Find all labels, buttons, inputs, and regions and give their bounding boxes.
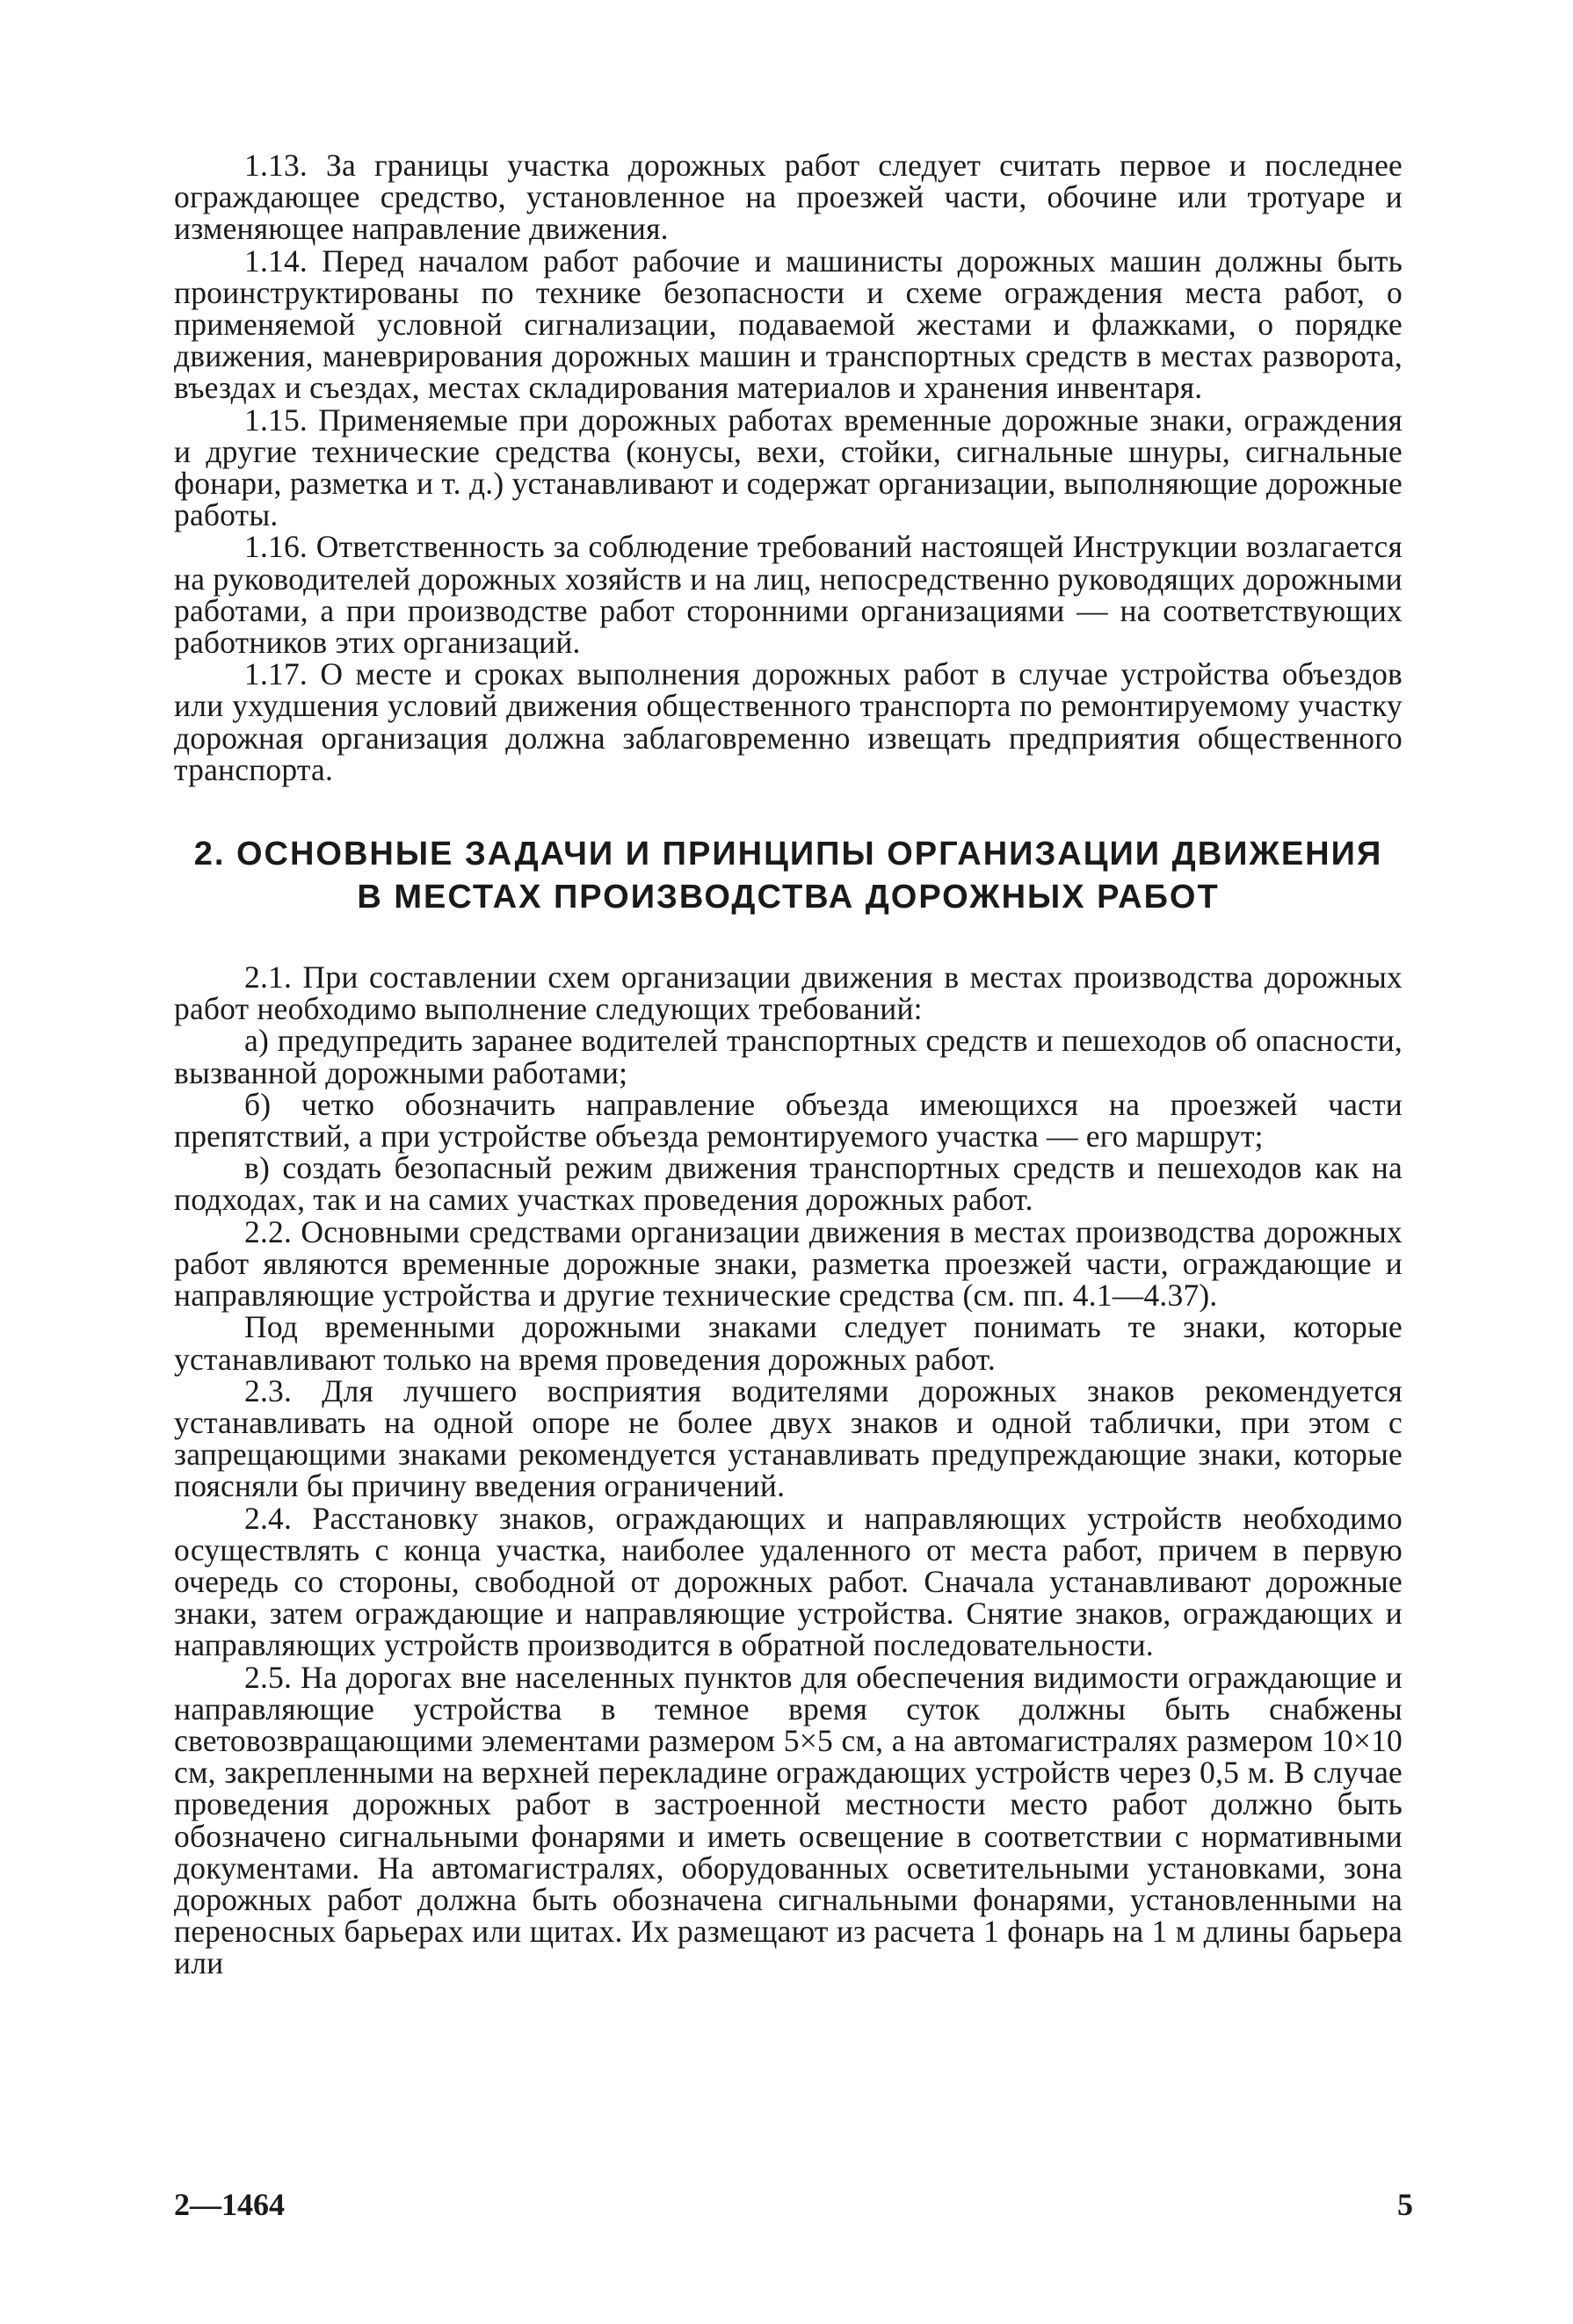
footer-signature-code: 2—1464 [174, 2187, 285, 2222]
list-item-v: в) создать безопасный режим движения транспортных средств и пешеходов как на подходах, так и на самих участках проведения дорожных работ. [174, 1150, 1403, 1218]
paragraph-2-2: 2.2. Основными средствами организации движения в местах производства дорожных работ являются временные дорожные знаки, разметка проезжей части, ограждающие и направляющие устройства и другие технические средства (см. пп. 4.1—4.37). [174, 1213, 1403, 1314]
paragraph-2-3: 2.3. Для лучшего восприятия водителями дорожных знаков рекомендуется устанавливать на одной опоре не более двух знаков и одной таблички, при этом с запрещающими знаками рекомендуется устанавливать предупреждающие знаки, которые поясняли бы причину введения ограничений. [174, 1372, 1403, 1504]
section-heading-line-1: 2. ОСНОВНЫЕ ЗАДАЧИ И ПРИНЦИПЫ ОРГАНИЗАЦИИ ДВИЖЕНИЯ [193, 836, 1383, 873]
paragraph-2-5: 2.5. На дорогах вне населенных пунктов для обеспечения видимости ограждающие и направляющие устройства в темное время суток должны быть снабжены световозвращающими элементами размером 5×5 см, а на автомагистралях размером 10×10 см, закрепленными на верхней перекладине ограждающих устройств через 0,5 м. В случае проведения дорожных работ в застроенной местности место работ должно быть обозначено сигнальными фонарями и иметь освещение в соответствии с нормативными документами. На автомагистралях, оборудованных осветительными установками, зона дорожных работ должна быть обозначена сигнальными фонарями, установленными на переносных барьерах или щитах. Их размещают из расчета 1 фонарь на 1 м длины барьера или [174, 1659, 1403, 1981]
page-number: 5 [1397, 2187, 1413, 2222]
section-heading-line-2: В МЕСТАХ ПРОИЗВОДСТВА ДОРОЖНЫХ РАБОТ [357, 879, 1220, 916]
paragraph-1-13: 1.13. За границы участка дорожных работ следует считать первое и последнее ограждающее средство, установленное на проезжей части, обочине или тротуаре и изменяющее направление движения. [174, 148, 1403, 247]
paragraph-1-16: 1.16. Ответственность за соблюдение требований настоящей Инструкции возлагается на руководителей дорожных хозяйств и на лиц, непосредственно руководящих дорожными работами, а при производстве работ сторонними организациями — на соответствующих работников этих организаций. [174, 529, 1403, 661]
paragraph-2-2-note: Под временными дорожными знаками следует понимать те знаки, которые устанавливают только на время проведения дорожных работ. [174, 1309, 1403, 1377]
list-item-a: а) предупредить заранее водителей транспортных средств и пешеходов об опасности, вызванной дорожными работами; [174, 1023, 1403, 1090]
paragraph-2-4: 2.4. Расстановку знаков, ограждающих и направляющих устройств необходимо осуществлять с конца участка, наиболее удаленного от места работ, причем в первую очередь со стороны, свободной от дорожных работ. Сначала устанавливают дорожные знаки, затем ограждающие и направляющие устройства. Снятие знаков, ограждающих и направляющих устройств производится в обратной последовательности. [174, 1500, 1403, 1663]
paragraph-1-14: 1.14. Перед началом работ рабочие и машинисты дорожных машин должны быть проинструктированы по технике безопасности и схеме ограждения места работ, о применяемой условной сигнализации, подаваемой жестами и флажками, о порядке движения, маневрирования дорожных машин и транспортных средств в местах разворота, въездах и съездах, местах складирования материалов и хранения инвентаря. [174, 243, 1403, 406]
paragraph-2-1: 2.1. При составлении схем организации движения в местах производства дорожных работ необходимо выполнение следующих требований: [174, 959, 1403, 1027]
section-heading [174, 833, 1403, 919]
list-item-b: б) четко обозначить направление объезда имеющихся на проезжей части препятствий, а при устройстве объезда ремонтируемого участка — его маршрут; [174, 1086, 1403, 1155]
body-text [174, 149, 1403, 1980]
paragraph-1-15: 1.15. Применяемые при дорожных работах временные дорожные знаки, ограждения и другие технические средства (конусы, вехи, стойки, сигнальные шнуры, сигнальные фонари, разметка и т. д.) устанавливают и содержат организации, выполняющие дорожные работы. [174, 402, 1403, 533]
paragraph-1-17: 1.17. О месте и сроках выполнения дорожных работ в случае устройства объездов или ухудшения условий движения общественного транспорта по ремонтируемому участку дорожная организация должна заблаговременно извещать предприятия общественного транспорта. [174, 656, 1403, 787]
